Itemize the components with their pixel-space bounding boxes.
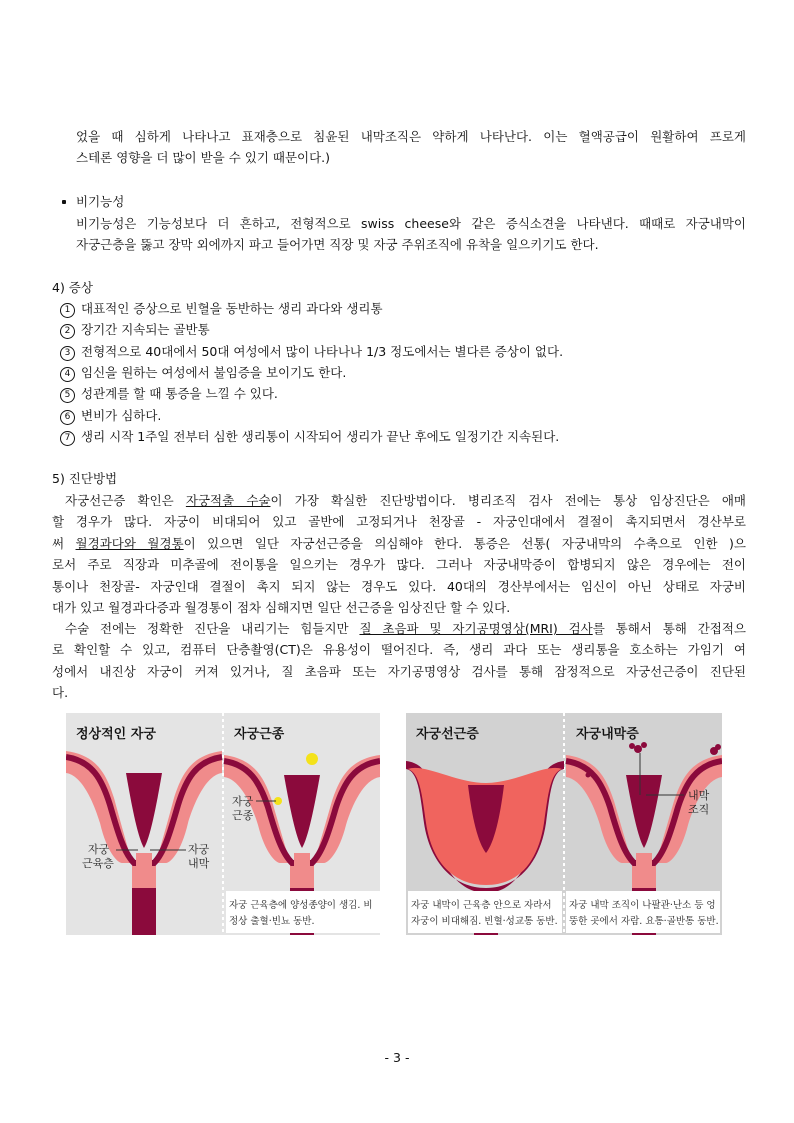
underlined-term: 자궁적출 수술 — [185, 493, 271, 508]
figure-label: 자궁 — [188, 843, 210, 856]
diagnosis-paragraph-2 — [52, 618, 746, 704]
text-line: 로 확인할 수 있고, 컴퓨터 단층촬영(CT)은 유용성이 떨어진다. 즉, 생리 과다 또는 생리통을 호소하는 가임기 여 — [52, 642, 746, 658]
page-number: - 3 - — [384, 1050, 410, 1065]
list-item-text: 전형적으로 40대에서 50대 여성에서 많이 나타나나 1/3 정도에서는 별다른 증상이 없다. — [81, 344, 564, 359]
figure-caption: 자궁이 비대해짐. 빈혈·성교통 동반. — [411, 916, 558, 927]
section-heading-symptoms: 4) 증상 — [52, 280, 93, 295]
atypical-paragraph — [76, 213, 746, 256]
subsection-title: 비기능성 — [76, 194, 125, 209]
circled-number: 1 — [60, 303, 75, 318]
text-line: 로서 주로 직장과 미추골에 전이통을 일으키는 경우가 많다. 그러나 자궁내막증이 합병되지 않은 경우에는 전이 — [52, 557, 746, 573]
underlined-term: 월경과다와 월경통 — [75, 535, 184, 551]
text-line: 대가 있고 월경과다증과 월경통이 점차 심해지면 일단 선근증을 임상진단 할 수 있다. — [52, 600, 511, 616]
text-line: 성에서 내진상 자궁이 커져 있거나, 질 초음파 또는 자기공명영상 검사를 통해 잠정적으로 자궁선근증이 진단된 — [52, 663, 746, 679]
list-item-text: 생리 시작 1주일 전부터 심한 생리통이 시작되어 생리가 끝난 후에도 일정기간 지속된다. — [81, 429, 560, 444]
list-item-text: 대표적인 증상으로 빈혈을 동반하는 생리 과다와 생리통 — [81, 301, 383, 316]
panel-title: 자궁근종 — [234, 727, 285, 742]
text-line — [52, 533, 746, 554]
figure-label: 조직 — [688, 803, 710, 816]
figure-label: 자궁 — [88, 843, 110, 856]
figure-label: 자궁 — [232, 795, 254, 808]
text-span: 수술 전에는 정확한 진단을 내리기는 힘들지만 — [65, 621, 360, 636]
list-item — [60, 320, 210, 340]
list-item — [60, 342, 563, 362]
text-line — [52, 490, 746, 511]
list-item — [60, 384, 278, 404]
figure-label: 근육층 — [82, 857, 114, 870]
intro-paragraph — [76, 126, 746, 169]
figure-caption: 자궁 근육층에 양성종양이 생김. 비 — [229, 900, 373, 911]
circled-number: 7 — [60, 431, 75, 446]
list-item-text: 변비가 심하다. — [81, 408, 162, 423]
figure-caption: 자궁 내막 조직이 나팔관·난소 등 엉 — [569, 900, 716, 911]
diagnosis-paragraph-1 — [52, 490, 746, 618]
text-line: 비기능성은 기능성보다 더 흔하고, 전형적으로 swiss cheese와 같은 증식소견을 나타낸다. 때때로 자궁내막이 — [76, 216, 746, 231]
figure-normal-vs-fibroid — [66, 713, 380, 935]
figure-label: 내막 — [688, 789, 710, 802]
figure-adenomyosis-vs-endometriosis — [406, 713, 722, 935]
underlined-term: 질 초음파 및 자기공명영상(MRI) 검사 — [359, 621, 593, 636]
circled-number: 6 — [60, 410, 75, 425]
list-item-text: 장기간 지속되는 골반통 — [81, 322, 210, 337]
text-line: 었을 때 심하게 나타나고 표재층으로 침윤된 내막조직은 약하게 나타난다. 이는 혈액공급이 원활하여 프로게 — [76, 129, 746, 144]
text-line: 할 경우가 많다. 자궁이 비대되어 있고 골반에 고정되거나 천장골 - 자궁인대에서 결절이 촉지되면서 경산부로 — [52, 514, 746, 530]
list-item-text: 성관계를 할 때 통증을 느낄 수 있다. — [81, 386, 278, 401]
panel-title: 정상적인 자궁 — [76, 727, 156, 742]
text-line: 자궁근층을 뚫고 장막 외에까지 파고 들어가면 직장 및 자궁 주위조직에 유착을 일으키기도 한다. — [76, 237, 599, 253]
list-item — [60, 299, 383, 319]
circled-number: 2 — [60, 324, 75, 339]
text-span: 자궁선근증 확인은 — [65, 493, 186, 508]
figure-label: 내막 — [188, 857, 210, 870]
text-span: 써 — [52, 535, 76, 551]
text-line: 다. — [52, 685, 69, 701]
bullet-icon — [62, 200, 66, 204]
panel-title: 자궁선근증 — [416, 727, 479, 742]
list-item — [60, 427, 559, 447]
figure-caption: 자궁 내막이 근육층 안으로 자라서 — [411, 900, 552, 911]
list-item — [60, 363, 346, 383]
text-line: 통이나 천장골- 자궁인대 결절이 촉지 되지 않는 경우도 있다. 40대의 경산부에서는 임신이 아닌 상태로 자궁비 — [52, 578, 746, 594]
figure-caption: 정상 출혈·빈뇨 동반. — [229, 916, 315, 927]
text-span: 이 가장 확실한 진단방법이다. 병리조직 검사 전에는 통상 임상진단은 애매 — [270, 493, 746, 508]
text-line: 스테론 영향을 더 많이 받을 수 있기 때문이다.) — [76, 150, 331, 166]
panel-title: 자궁내막증 — [576, 727, 639, 742]
list-item-text: 임신을 원하는 여성에서 불임증을 보이기도 한다. — [81, 365, 347, 380]
text-span: 이 있으면 일단 자궁선근증을 의심해야 한다. 통증은 선통( 자궁내막의 수축으로 인한 )으 — [183, 535, 746, 551]
figure-label: 근종 — [232, 809, 254, 822]
circled-number: 5 — [60, 388, 75, 403]
list-item — [60, 406, 161, 426]
circled-number: 4 — [60, 367, 75, 382]
figure-caption: 뚱한 곳에서 자람. 요통·골반통 동반. — [569, 916, 719, 927]
section-heading-diagnosis: 5) 진단방법 — [52, 471, 118, 486]
circled-number: 3 — [60, 346, 75, 361]
text-span: 를 통해서 통해 간접적으 — [592, 621, 746, 636]
text-line — [52, 618, 746, 639]
